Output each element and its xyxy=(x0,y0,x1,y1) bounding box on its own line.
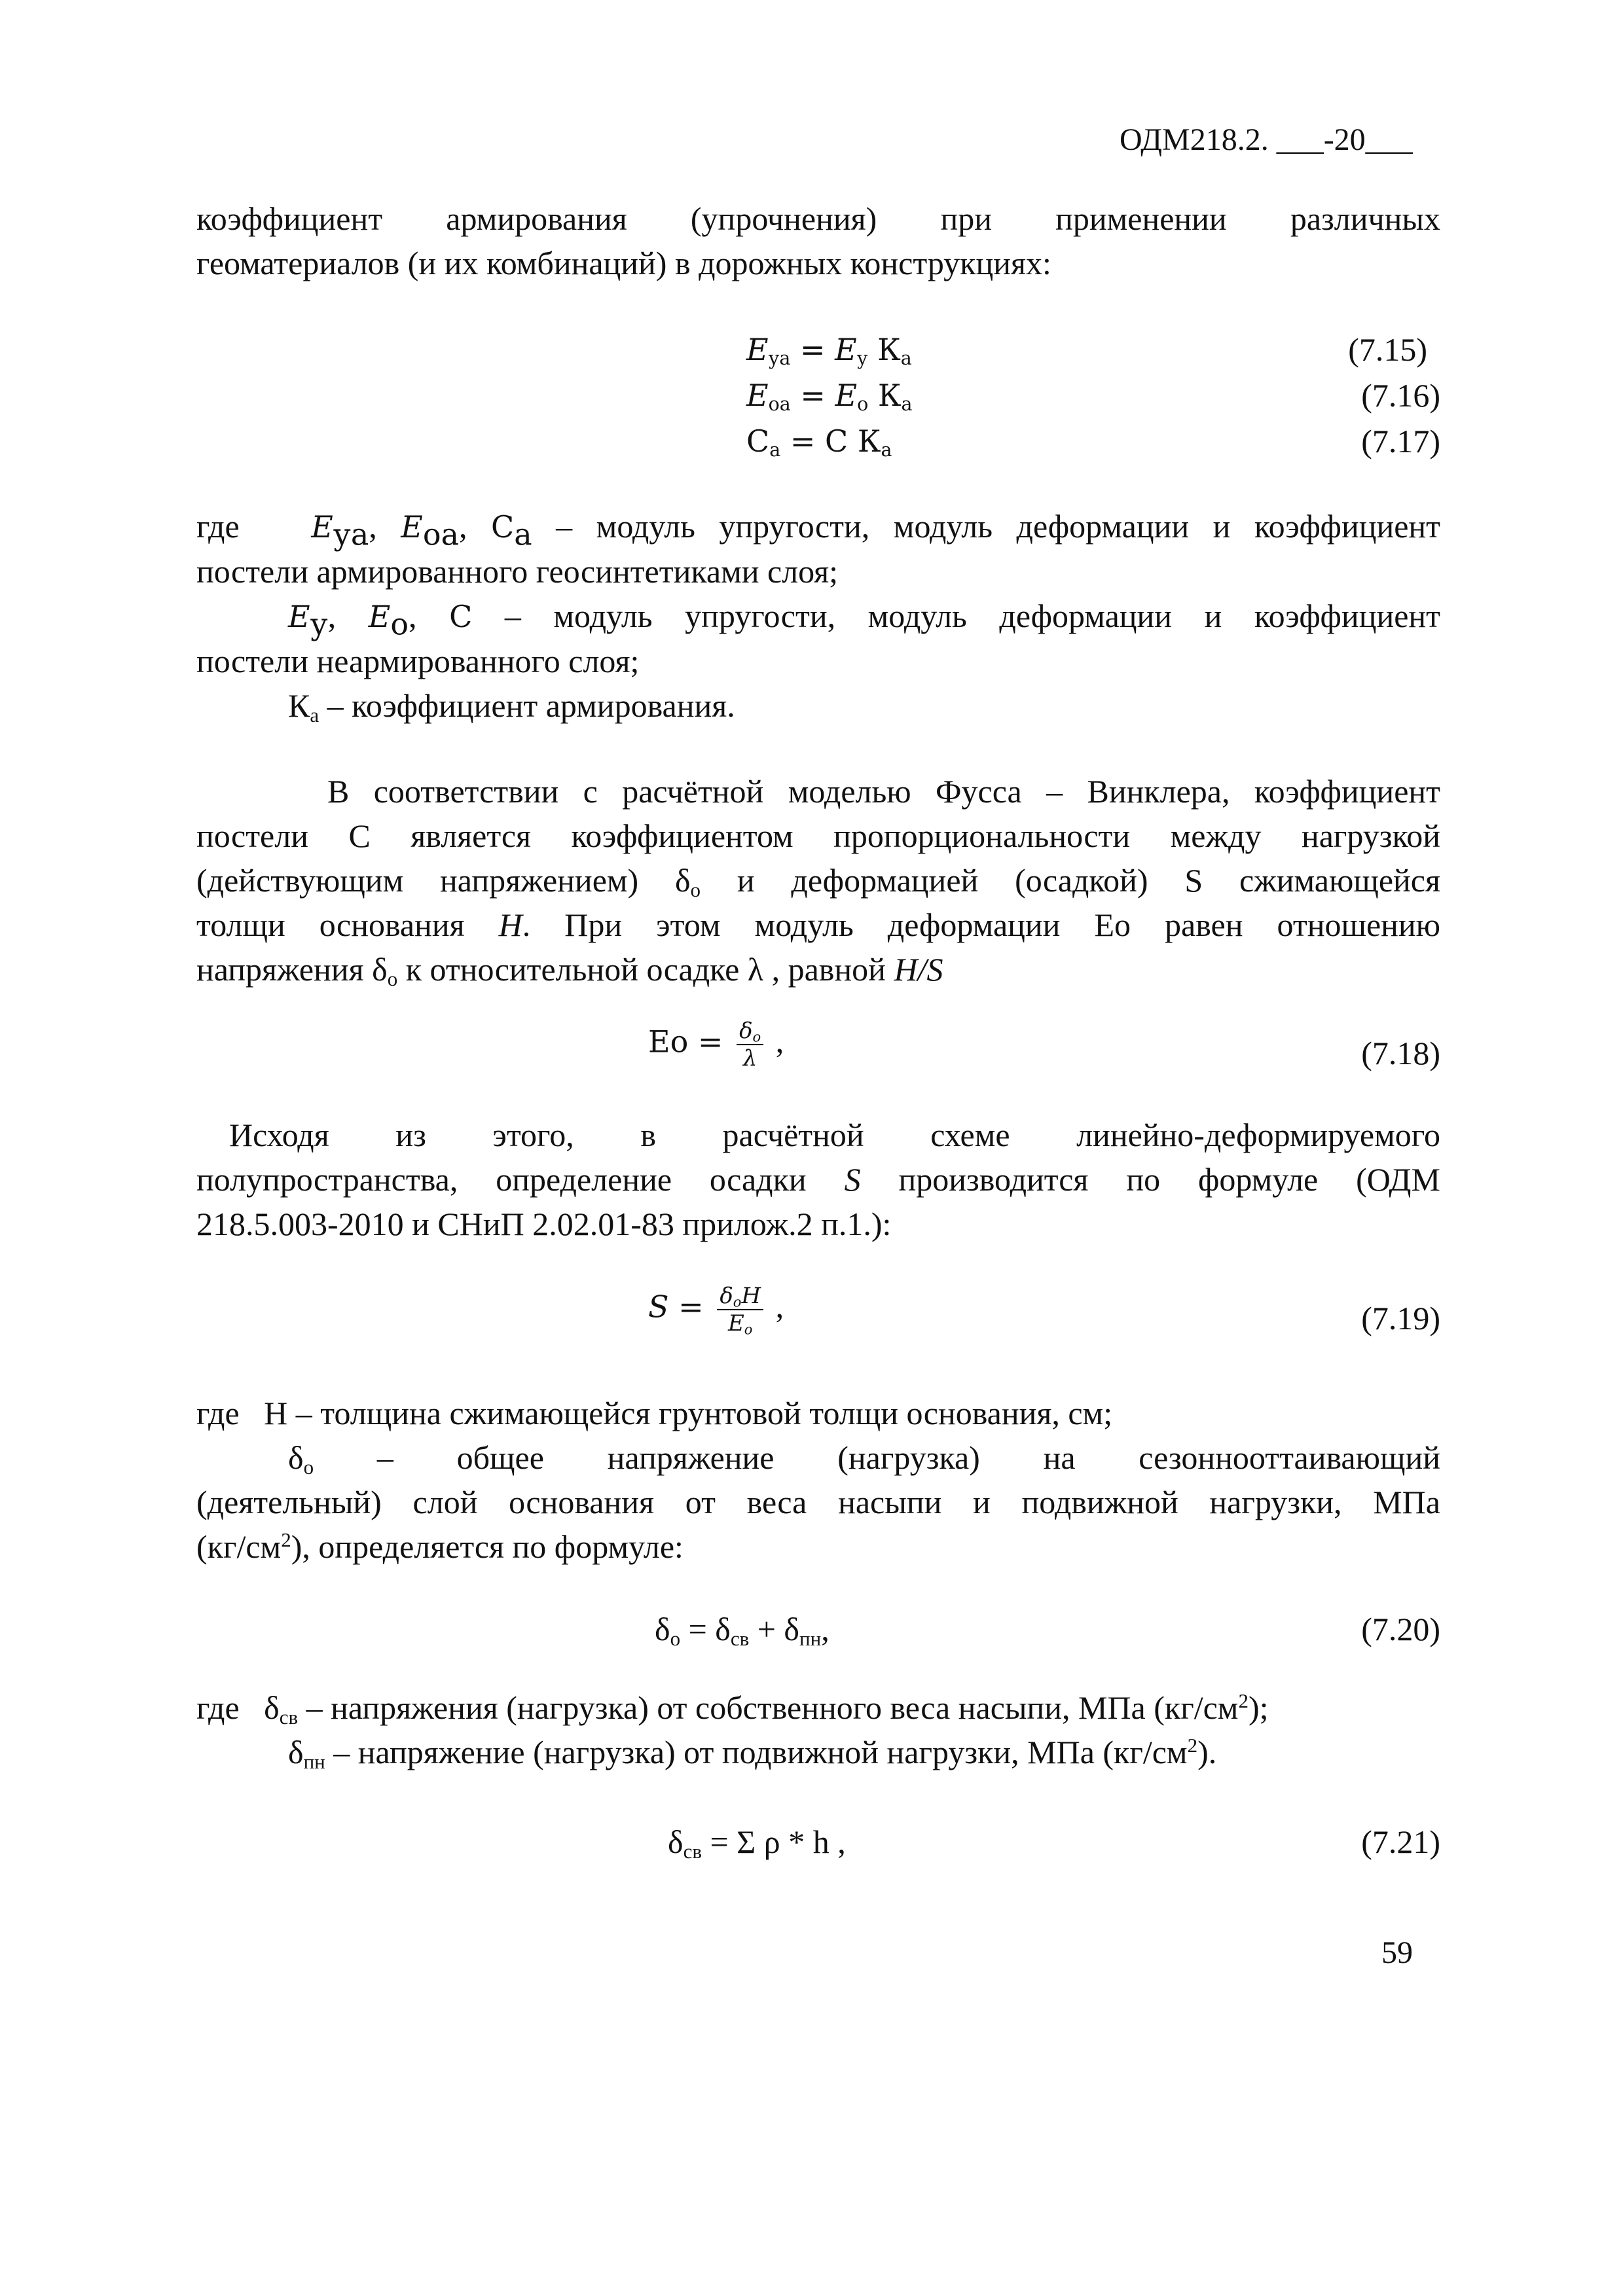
equation-7-18-number: (7.18) xyxy=(1361,1035,1440,1071)
equation-7-19-number: (7.19) xyxy=(1361,1300,1440,1336)
where1-line-5: $К_а$ – коэффициент армирования. xyxy=(288,687,735,726)
equation-7-15-formula: $E_{уа} = E_у$ $К_а$ xyxy=(746,332,912,370)
intro-line-2: геоматериалов (и их комбинаций) в дорожных конструкциях: xyxy=(196,245,1051,281)
where1-line-4: постели неармированного слоя; xyxy=(196,643,640,679)
where-block-3 xyxy=(196,1685,1440,1774)
where-block-2 xyxy=(196,1391,1440,1569)
where2-line-1: где Н – толщина сжимающейся грунтовой толщи основания, см; xyxy=(196,1395,1113,1431)
equation-7-17 xyxy=(196,419,1440,465)
equation-7-20-number: (7.20) xyxy=(1361,1611,1440,1647)
paragraph-settlement xyxy=(196,1113,1440,1246)
para2-line-4: толщи основания H. При этом модуль деформации Ео равен отношению xyxy=(196,906,1441,943)
para2-line-2: постели С является коэффициентом пропорциональности между нагрузкой xyxy=(196,817,1440,854)
equation-7-15 xyxy=(196,327,1440,373)
equation-7-18-formula: Ео = $\frac{\delta_о}{\lambda}$ , xyxy=(648,1018,784,1071)
equation-7-16 xyxy=(196,373,1440,419)
where3-line-1: где $\delta_{св}$ – напряжения (нагрузка) от собственного веса насыпи, МПа $(кг/см^2)$; xyxy=(196,1689,1269,1729)
where1-line-3: $E_у$, $E_о$, С – модуль упругости, модуль деформации и коэффициент xyxy=(288,598,1441,642)
para3-line-1: Исходя из этого, в расчётной схеме линейно-деформируемого xyxy=(229,1117,1440,1153)
equation-7-20 xyxy=(196,1607,1440,1653)
page-number: 59 xyxy=(1381,1935,1413,1970)
para2-line-1: В соответствии с расчётной моделью Фусса – Винклера, коэффициент xyxy=(327,773,1440,810)
para2-line-3: (действующим напряжением) $\delta_о$ и деформацией (осадкой) S сжимающейся xyxy=(196,862,1440,901)
equation-7-19 xyxy=(196,1283,1440,1355)
equation-7-21-formula: $\delta_{св} = \Sigma$ ρ * h , xyxy=(668,1823,846,1863)
where1-line-2: постели армированного геосинтетиками слоя; xyxy=(196,553,839,590)
equation-7-19-formula: S = $\frac{\delta_оH}{E_о}$ , xyxy=(648,1283,784,1338)
equation-7-18 xyxy=(196,1018,1440,1083)
para3-line-2: полупространства, определение осадки S производится по формуле (ОДМ xyxy=(196,1161,1440,1198)
para2-line-5: напряжения $\delta_о$ к относительной осадке λ , равной H/S xyxy=(196,951,943,990)
equation-7-20-formula: $\delta_о = \delta_{св} + \delta_{пн}$, xyxy=(655,1611,830,1650)
equation-7-16-formula: $E_{оа} = E_о$ $К_а$ xyxy=(746,378,913,416)
document-code-header: ОДМ218.2. ___-20___ xyxy=(1120,122,1413,157)
equation-7-15-number: (7.15) xyxy=(1348,331,1427,368)
paragraph-winkler xyxy=(196,769,1440,992)
equation-7-21 xyxy=(196,1820,1440,1865)
where2-line-4: $(кг/см^2)$, определяется по формуле: xyxy=(196,1528,684,1565)
where2-line-2: $\delta_о$ – общее напряжение (нагрузка) на сезоннооттаивающий xyxy=(288,1439,1440,1479)
equation-7-21-number: (7.21) xyxy=(1361,1823,1440,1860)
where-block-1 xyxy=(196,504,1440,728)
equation-7-16-number: (7.16) xyxy=(1361,377,1440,414)
equation-7-17-formula: $С_а = С$ $К_а$ xyxy=(746,423,892,461)
where3-line-2: $\delta_{пн}$ – напряжение (нагрузка) от подвижной нагрузки, МПа $(кг/см^2)$. xyxy=(288,1733,1217,1773)
equation-7-17-number: (7.17) xyxy=(1361,423,1440,459)
para3-line-3: 218.5.003-2010 и СНиП 2.02.01-83 прилож.2 п.1.): xyxy=(196,1206,892,1242)
where2-line-3: (деятельный) слой основания от веса насыпи и подвижной нагрузки, МПа xyxy=(196,1484,1440,1520)
intro-line-1: коэффициент армирования (упрочнения) при применении различных xyxy=(196,200,1440,237)
intro-paragraph xyxy=(196,196,1440,285)
where1-line-1: где $E_{уа}$, $E_{оа}$, $С_а$ – модуль упругости, модуль деформации и коэффициент xyxy=(196,508,1441,552)
